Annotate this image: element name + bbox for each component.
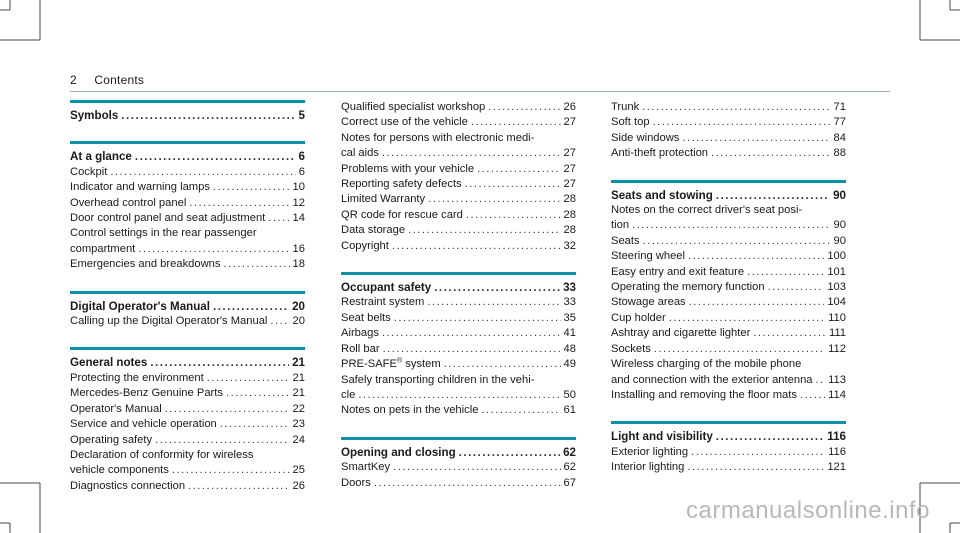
section-divider-bar (341, 437, 576, 440)
toc-page-number: 48 (563, 342, 576, 355)
toc-section (341, 272, 576, 419)
leader-dots (642, 100, 830, 115)
toc-entry[interactable] (341, 311, 576, 326)
leader-dots (393, 460, 560, 475)
toc-page-number: 61 (563, 404, 576, 417)
toc-entry-text: Light and visibility (611, 430, 713, 444)
toc-column-3 (611, 100, 846, 476)
leader-dots (394, 311, 561, 326)
toc-entry[interactable] (611, 115, 846, 130)
toc-entry-text: Installing and removing the floor mats (611, 388, 797, 401)
toc-page-number: 27 (563, 178, 576, 191)
leader-dots (135, 149, 296, 164)
leader-dots (268, 211, 289, 226)
toc-entry-text: Operating safety (70, 433, 153, 446)
toc-column-2 (341, 100, 576, 491)
leader-dots (150, 355, 289, 370)
section-divider-bar (611, 421, 846, 424)
toc-entry[interactable] (611, 460, 846, 475)
toc-entry[interactable] (70, 479, 305, 494)
toc-entry-text: Protecting the environment (70, 371, 204, 384)
toc-entry-text: Copyright (341, 239, 389, 252)
toc-entry-text: cal aids (341, 147, 379, 160)
toc-entry[interactable] (611, 326, 846, 341)
toc-page-number: 27 (563, 162, 576, 175)
toc-entry-text: Overhead control panel (70, 196, 187, 209)
toc-section (611, 421, 846, 475)
toc-section-heading[interactable] (341, 445, 576, 460)
leader-dots (488, 100, 560, 115)
toc-page-number: 100 (827, 250, 846, 263)
leader-dots (382, 146, 561, 161)
leader-dots (382, 326, 561, 341)
toc-entry[interactable] (341, 146, 576, 161)
toc-entry[interactable] (611, 280, 846, 295)
leader-dots (800, 388, 825, 403)
toc-entry[interactable] (70, 371, 305, 386)
toc-entry[interactable] (611, 218, 846, 233)
toc-page-number: 71 (833, 101, 846, 113)
toc-entry-text: Indicator and warning lamps (70, 181, 210, 194)
leader-dots (711, 146, 831, 161)
toc-section-heading[interactable] (70, 299, 305, 314)
toc-entry-text: Emergencies and breakdowns (70, 258, 221, 271)
toc-entry-text: Mercedes-Benz Genuine Parts (70, 387, 223, 400)
toc-section (70, 141, 305, 272)
toc-entry-text: compartment (70, 242, 136, 255)
toc-page-number: 114 (828, 388, 846, 401)
toc-entry[interactable] (341, 403, 576, 418)
leader-dots (408, 223, 560, 238)
toc-page-number: 49 (563, 358, 576, 371)
toc-page-number: 10 (292, 181, 305, 194)
toc-entry-text: Cup holder (611, 311, 666, 324)
toc-entry[interactable] (611, 373, 846, 388)
leader-dots (669, 311, 825, 326)
toc-entry[interactable] (341, 177, 576, 192)
toc-entry[interactable] (341, 373, 576, 388)
toc-entry-text: Service and vehicle operation (70, 418, 217, 431)
toc-entry[interactable] (341, 162, 576, 177)
leader-dots (189, 196, 289, 211)
toc-page-number: 21 (292, 371, 305, 384)
leader-dots (270, 314, 289, 329)
toc-page-number: 62 (563, 461, 576, 474)
toc-entry-text: tion (611, 219, 630, 232)
toc-page-number: 22 (292, 402, 305, 415)
toc-entry-text: Digital Operator's Manual (70, 299, 210, 313)
leader-dots (434, 280, 560, 295)
toc-page-number: 21 (292, 387, 305, 400)
toc-page-number: 26 (563, 101, 576, 113)
toc-page-number: 33 (563, 281, 576, 295)
toc-page-number: 20 (292, 299, 305, 313)
leader-dots (653, 115, 831, 130)
toc-entry-text: Interior lighting (611, 461, 685, 474)
toc-entry-text: Occupant safety (341, 281, 432, 295)
toc-section (70, 100, 305, 123)
toc-entry-text: QR code for rescue card (341, 208, 463, 221)
toc-entry[interactable] (70, 386, 305, 401)
toc-section (70, 291, 305, 330)
toc-page-number: 14 (292, 212, 305, 225)
leader-dots (459, 445, 560, 460)
toc-entry-text: Seats and stowing (611, 188, 713, 202)
toc-page-number: 90 (833, 188, 846, 202)
toc-entry[interactable] (611, 311, 846, 326)
toc-entry[interactable] (341, 388, 576, 403)
section-divider-bar (70, 291, 305, 294)
leader-dots (172, 463, 290, 478)
toc-entry-text: Wireless charging of the mobile phone (611, 358, 802, 371)
leader-dots (816, 373, 826, 388)
toc-entry-text: Door control panel and seat adjustment (70, 212, 266, 225)
leader-dots (688, 249, 824, 264)
toc-entry-text: At a glance (70, 150, 132, 164)
toc-entry-text: Opening and closing (341, 445, 456, 459)
toc-entry[interactable] (611, 357, 846, 372)
toc-entry[interactable] (70, 433, 305, 448)
toc-page-number: 101 (827, 265, 846, 278)
leader-dots (428, 192, 560, 207)
toc-page-number: 67 (563, 476, 576, 489)
page-number: 2 (70, 73, 77, 87)
toc-page-number: 28 (563, 193, 576, 206)
section-divider-bar (70, 100, 305, 103)
toc-page-number: 5 (298, 109, 305, 122)
toc-page-number: 20 (292, 315, 305, 328)
toc-entry[interactable] (611, 342, 846, 357)
toc-entry-text: Trunk (611, 101, 640, 113)
toc-section (341, 437, 576, 491)
toc-entry[interactable] (611, 203, 846, 218)
toc-entry-text: Seats (611, 234, 640, 247)
toc-entry-text: Symbols (70, 109, 119, 122)
toc-entry[interactable] (70, 165, 305, 180)
toc-page-number: 111 (828, 327, 846, 340)
toc-page-number: 50 (563, 388, 576, 401)
toc-page-number: 103 (827, 281, 846, 294)
toc-entry[interactable] (70, 242, 305, 257)
toc-page-number: 90 (833, 234, 846, 247)
toc-page-number: 104 (827, 296, 846, 309)
toc-page-number: 26 (292, 479, 305, 492)
toc-entry[interactable] (611, 445, 846, 460)
toc-entry-text: Operating the memory function (611, 281, 765, 294)
toc-page-number: 113 (828, 373, 846, 386)
toc-page-number: 62 (563, 445, 576, 459)
leader-dots (392, 239, 561, 254)
toc-section (341, 100, 576, 254)
toc-entry-text: Operator's Manual (70, 402, 162, 415)
leader-dots (226, 386, 290, 401)
toc-entry[interactable] (70, 463, 305, 478)
toc-page-number: 41 (563, 327, 576, 340)
toc-entry-text: Safely transporting children in the vehi- (341, 373, 535, 386)
leader-dots (481, 403, 560, 418)
leader-dots (689, 295, 825, 310)
toc-entry-text: Control settings in the rear passenger (70, 227, 257, 240)
leader-dots (165, 402, 290, 417)
toc-column-1 (70, 100, 305, 494)
leader-dots (155, 433, 289, 448)
toc-entry[interactable] (611, 265, 846, 280)
leader-dots (358, 388, 560, 403)
toc-entry-text: Exterior lighting (611, 445, 689, 458)
toc-entry-text: Cockpit (70, 165, 108, 178)
leader-dots (138, 242, 289, 257)
watermark: carmanualsonline.info (686, 497, 930, 524)
toc-entry[interactable] (341, 239, 576, 254)
leader-dots (768, 280, 825, 295)
toc-entry[interactable] (611, 388, 846, 403)
leader-dots (188, 479, 289, 494)
toc-entry-text: SmartKey (341, 461, 391, 474)
leader-dots (110, 165, 295, 180)
toc-page-number: 25 (292, 464, 305, 477)
toc-page-number: 27 (563, 147, 576, 160)
toc-entry-text: Declaration of conformity for wireless (70, 448, 254, 461)
toc-entry-text: Anti-theft protection (611, 147, 709, 160)
toc-page-number: 6 (298, 150, 305, 164)
toc-entry-text: Airbags (341, 327, 379, 340)
toc-entry-text: Notes on the correct driver's seat posi- (611, 204, 803, 217)
toc-page-number: 35 (563, 311, 576, 324)
section-divider-bar (341, 272, 576, 275)
leader-dots (224, 257, 290, 272)
toc-section-heading[interactable] (70, 149, 305, 164)
toc-entry[interactable] (611, 295, 846, 310)
leader-dots (466, 208, 561, 223)
toc-section-heading[interactable] (341, 280, 576, 295)
toc-entry-text: Soft top (611, 116, 650, 129)
toc-page-number: 121 (827, 461, 846, 474)
toc-page-number: 27 (563, 116, 576, 129)
toc-page-number: 84 (833, 131, 846, 144)
toc-page-number: 21 (292, 356, 305, 370)
leader-dots (465, 177, 561, 192)
toc-entry-text: Doors (341, 476, 371, 489)
toc-page-number: 28 (563, 208, 576, 221)
leader-dots (213, 180, 290, 195)
toc-entry-text: Data storage (341, 224, 406, 237)
toc-page-number: 32 (563, 239, 576, 252)
toc-entry[interactable] (611, 249, 846, 264)
toc-page-number: 88 (833, 147, 846, 160)
page-title: Contents (94, 73, 145, 87)
toc-entry[interactable] (70, 257, 305, 272)
leader-dots (383, 342, 561, 357)
toc-entry[interactable] (341, 192, 576, 207)
leader-dots (716, 429, 825, 444)
leader-dots (643, 234, 831, 249)
toc-entry-text: vehicle components (70, 464, 169, 477)
toc-entry[interactable] (341, 326, 576, 341)
toc-entry[interactable] (70, 211, 305, 226)
toc-entry[interactable] (70, 196, 305, 211)
toc-entry-text: Qualified specialist workshop (341, 101, 486, 113)
toc-entry[interactable] (70, 226, 305, 241)
toc-page-number: 33 (563, 296, 576, 309)
toc-entry-text: Notes for persons with electronic medi- (341, 131, 535, 144)
toc-section-heading[interactable] (611, 429, 846, 444)
section-divider-bar (70, 141, 305, 144)
leader-dots (687, 460, 824, 475)
leader-dots (753, 326, 826, 341)
toc-entry[interactable] (70, 402, 305, 417)
toc-entry-text: Calling up the Digital Operator's Manual (70, 315, 268, 328)
toc-page-number: 116 (827, 430, 846, 444)
leader-dots (716, 188, 830, 203)
toc-section-heading[interactable] (70, 108, 305, 123)
leader-dots (654, 342, 825, 357)
leader-dots (682, 131, 830, 146)
toc-entry-text: Seat belts (341, 311, 391, 324)
toc-entry[interactable] (611, 234, 846, 249)
toc-entry[interactable] (70, 180, 305, 195)
toc-entry-text: cle (341, 388, 356, 401)
section-divider-bar (611, 180, 846, 183)
toc-page-number: 77 (833, 116, 846, 129)
toc-entry[interactable] (70, 448, 305, 463)
toc-page-number: 6 (298, 165, 305, 178)
toc-entry[interactable] (341, 460, 576, 475)
toc-entry-text: Sockets (611, 342, 651, 355)
leader-dots (121, 108, 295, 123)
toc-entry[interactable] (341, 342, 576, 357)
toc-entry[interactable] (341, 476, 576, 491)
toc-entry[interactable] (70, 314, 305, 329)
leader-dots (477, 162, 560, 177)
toc-entry-text: Steering wheel (611, 250, 686, 263)
toc-entry[interactable] (70, 417, 305, 432)
leader-dots (632, 218, 831, 233)
toc-entry[interactable] (611, 146, 846, 161)
toc-entry[interactable] (611, 100, 846, 115)
toc-entry[interactable] (341, 208, 576, 223)
toc-entry[interactable] (341, 223, 576, 238)
toc-page-number: 16 (292, 242, 305, 255)
leader-dots (747, 265, 824, 280)
toc-entry[interactable] (341, 100, 576, 115)
toc-entry-text: Ashtray and cigarette lighter (611, 327, 751, 340)
leader-dots (374, 476, 561, 491)
header-rule (70, 91, 890, 92)
leader-dots (213, 299, 289, 314)
toc-entry-text: and connection with the exterior antenna (611, 373, 813, 386)
toc-page-number: 116 (828, 445, 846, 458)
toc-page-number: 12 (292, 196, 305, 209)
toc-entry[interactable] (341, 295, 576, 310)
toc-section (611, 100, 846, 162)
toc-page-number: 110 (828, 311, 846, 324)
leader-dots (444, 357, 561, 372)
toc-entry-text: Diagnostics connection (70, 479, 186, 492)
toc-entry[interactable] (341, 131, 576, 146)
toc-entry-text: Side windows (611, 131, 680, 144)
toc-section-heading[interactable] (70, 355, 305, 370)
leader-dots (220, 417, 290, 432)
toc-page-number: 24 (292, 433, 305, 446)
toc-entry-text: PRE-SAFE® system (341, 357, 441, 371)
toc-entry-text: Easy entry and exit feature (611, 265, 745, 278)
leader-dots (691, 445, 825, 460)
toc-entry-text: Roll bar (341, 342, 380, 355)
toc-entry-text: Problems with your vehicle (341, 162, 475, 175)
toc-entry-text: Limited Warranty (341, 193, 426, 206)
toc-section (611, 180, 846, 404)
section-divider-bar (70, 347, 305, 350)
toc-entry[interactable] (341, 357, 576, 372)
toc-page-number: 23 (292, 418, 305, 431)
toc-entry-text: Stowage areas (611, 296, 686, 309)
toc-page-number: 112 (828, 342, 846, 355)
toc-section-heading[interactable] (611, 188, 846, 203)
toc-entry-text: Correct use of the vehicle (341, 116, 468, 129)
toc-entry-text: Restraint system (341, 296, 425, 309)
toc-section (70, 347, 305, 494)
toc-page-number: 28 (563, 224, 576, 237)
toc-page-number: 18 (292, 258, 305, 271)
toc-entry[interactable] (611, 131, 846, 146)
toc-entry[interactable] (341, 115, 576, 130)
leader-dots (427, 295, 560, 310)
page-header (70, 73, 144, 87)
toc-entry-text: General notes (70, 356, 148, 370)
toc-entry-text: Notes on pets in the vehicle (341, 404, 479, 417)
toc-entry-text: Reporting safety defects (341, 178, 462, 191)
toc-page-number: 90 (833, 219, 846, 232)
leader-dots (471, 115, 561, 130)
leader-dots (207, 371, 290, 386)
